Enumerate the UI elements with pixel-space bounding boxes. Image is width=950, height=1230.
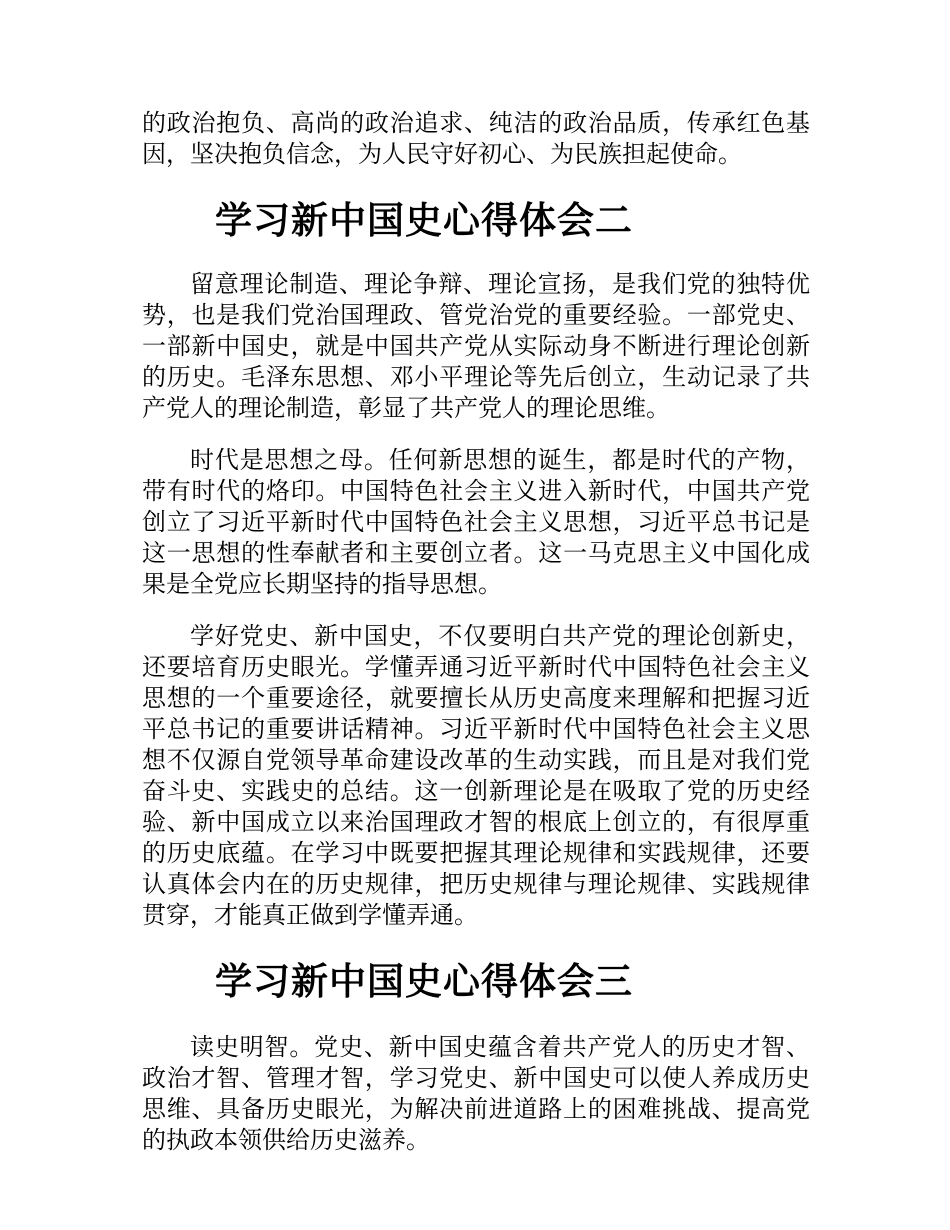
intro-paragraph: 的政治抱负、高尚的政治追求、纯洁的政治品质，传承红色基因，坚决抱负信念，为人民守好初心、为民族担起使命。 <box>142 109 810 168</box>
section-three-heading: 学习新中国史心得体会三 <box>215 960 633 1003</box>
document-page <box>142 108 810 1156</box>
section-two-heading: 学习新中国史心得体会二 <box>215 199 633 242</box>
section-three-paragraph-1: 读史明智。党史、新中国史蕴含着共产党人的历史才智、政治才智、管理才智，学习党史、新中国史可以使人养成历史思维、具备历史眼光，为解决前进道路上的困难挑战、提高党的执政本领供给历史滋养。 <box>142 1033 810 1154</box>
section-two-paragraph-3: 学好党史、新中国史，不仅要明白共产党的理论创新史，还要培育历史眼光。学懂弄通习近平新时代中国特色社会主义思想的一个重要途径，就要擅长从历史高度来理解和把握习近平总书记的重要讲话精神。习近平新时代中国特色社会主义思想不仅源自党领导革命建设改革的生动实践，而且是对我们党奋斗史、实践史的总结。这一创新理论是在吸取了党的历史经验、新中国成立以来治国理政才智的根底上创立的，有很厚重的历史底蕴。在学习中既要把握其理论规律和实践规律，还要认真体会内在的历史规律，把历史规律与理论规律、实践规律贯穿，才能真正做到学懂弄通。 <box>142 622 810 929</box>
section-two-paragraph-1: 留意理论制造、理论争辩、理论宣扬，是我们党的独特优势，也是我们党治国理政、管党治党的重要经验。一部党史、一部新中国史，就是中国共产党从实际动身不断进行理论创新的历史。毛泽东思想、邓小平理论等先后创立，生动记录了共产党人的理论制造，彰显了共产党人的理论思维。 <box>142 270 810 422</box>
section-two-paragraph-2: 时代是思想之母。任何新思想的诞生，都是时代的产物，带有时代的烙印。中国特色社会主义进入新时代，中国共产党创立了习近平新时代中国特色社会主义思想，习近平总书记是这一思想的性奉献者和主要创立者。这一马克思主义中国化成果是全党应长期坚持的指导思想。 <box>142 446 810 598</box>
